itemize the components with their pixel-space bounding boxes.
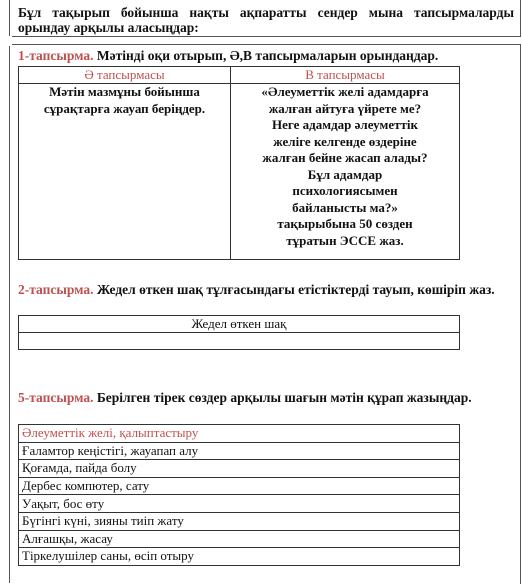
task1-heading [18,48,510,63]
task2-answer-cell[interactable] [19,333,460,350]
task1-b-line: байланысты ма?» [292,199,398,215]
task1-col-b-header: В тапсырмасы [231,67,460,84]
task2-table-header: Жедел өткен шақ [19,316,460,333]
task1-col-a-header: Ә тапсырмасы [19,67,231,84]
task2-text: Жедел өткен шақ тұлғасындағы етістіктерді тауып, көшіріп жаз. [96,282,495,297]
task1-label: 1-тапсырма. [18,48,94,63]
task1-b-line: жалған айтуға үйрете ме? [268,100,422,116]
task5-row: Әлеуметтік желі, қалыптастыру [19,425,460,443]
task1-b-line: «Әлеуметтік желі адамдарға [261,84,429,99]
task1-b-line: тақырыбына 50 сөзден [277,216,413,231]
task5-table [18,424,460,566]
task5-row: Бүгінгі күні, зияны тиіп жату [19,512,460,530]
task1-col-b-cell [231,84,460,260]
task5-text: Берілген тірек сөздер арқылы шағын мәтін құрап жазыңдар. [96,390,472,405]
task1-b-line: психологиясымен [292,183,398,198]
task5-row: Қоғамда, пайда болу [19,460,460,478]
task1-b-line: жалған бейне жасап алады? [262,150,428,165]
margin-line-main [2,46,10,583]
task5-row: Ғаламтор кеңістігі, жауапап алу [19,442,460,460]
task1-col-a-cell: Мәтін мазмұны бойынша сұрақтарға жауап беріңдер. [19,84,231,260]
task2-label: 2-тапсырма. [18,282,94,297]
task5-label: 5-тапсырма. [18,390,94,405]
task5-row: Алғашқы, жасау [19,530,460,548]
task5-heading [18,390,510,405]
task1-b-line: Неге адамдар әлеуметтік [272,117,418,132]
task1-text: Мәтінді оқи отырып, Ә,В тапсырмаларын орындаңдар. [96,48,439,63]
task1-table [18,66,460,260]
task5-row: Уақыт, бос өту [19,495,460,513]
task1-b-line: Бұл адамдар [307,166,383,182]
task2-table [18,315,460,350]
task1-b-line: желіге келгенде өздеріне [273,133,417,149]
task5-row: Тіркелушілер саны, өсіп отыру [19,548,460,566]
task2-heading [18,282,510,297]
intro-text: Бұл тақырып бойынша нақты ақпаратты сендер мына тапсырмаларды орындау арқылы аласыңдар: [18,5,514,35]
margin-line-top [2,0,10,36]
task5-row: Дербес компютер, сату [19,477,460,495]
task1-b-line: тұратын ЭССЕ жаз. [286,232,404,248]
